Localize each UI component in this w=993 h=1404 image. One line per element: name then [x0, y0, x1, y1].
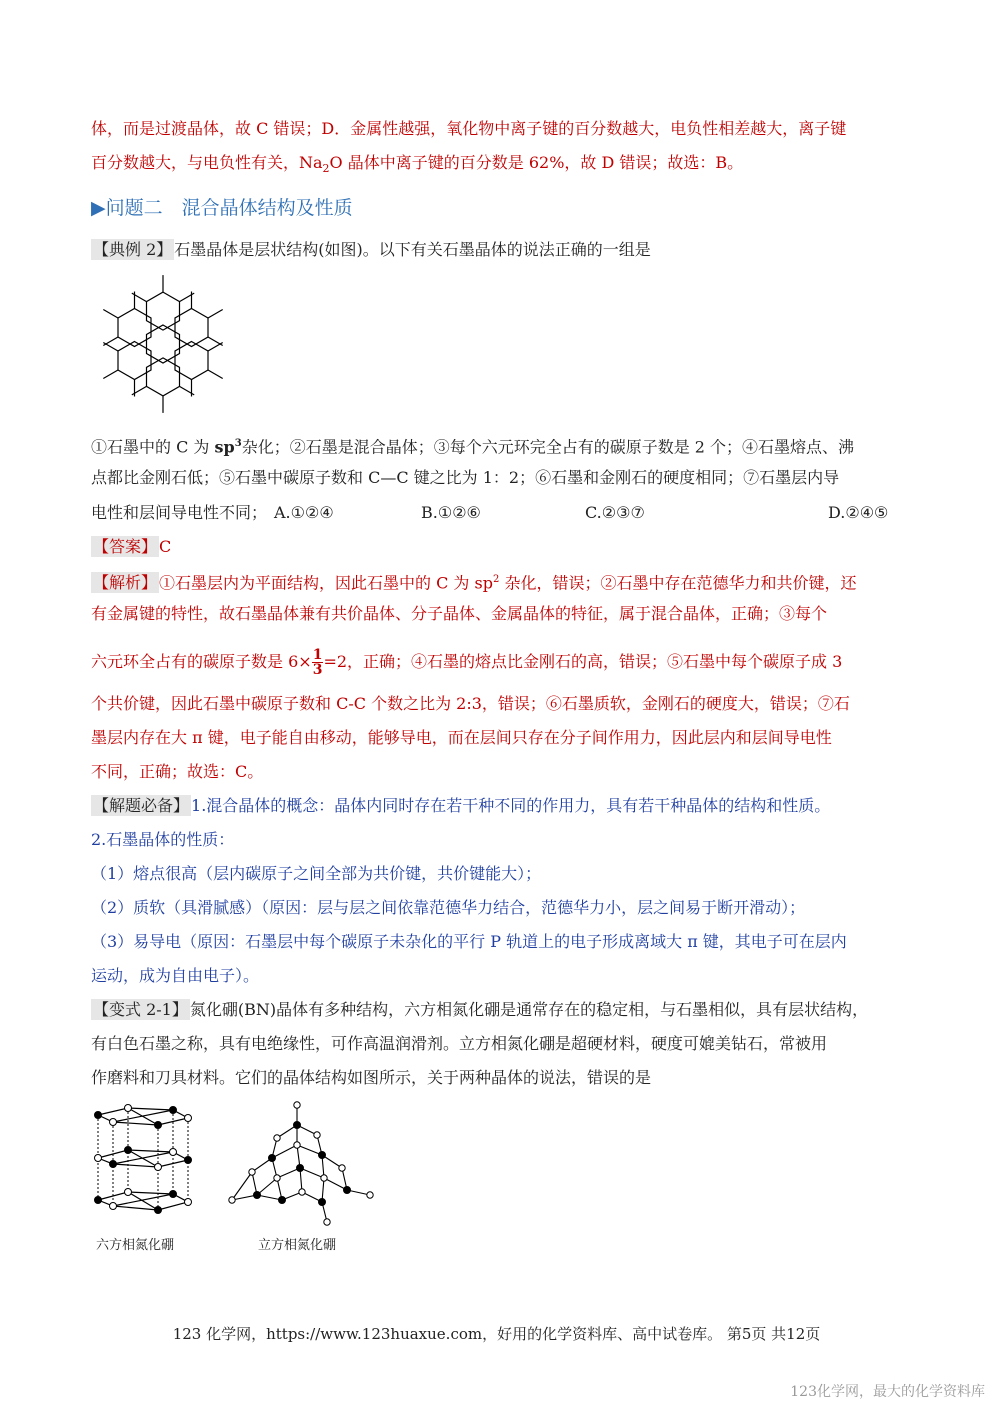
option-c: C.②③⑦	[585, 503, 645, 522]
essentials-tag: 【解题必备】	[93, 796, 190, 815]
variant-line-1: 【变式 2-1】 氮化硼(BN)晶体有多种结构，六方相氮化硼是通常存在的稳定相，与石墨相似，具有层状结构，	[93, 1000, 869, 1019]
essentials-line-1: 【解题必备】 1.混合晶体的概念：晶体内同时存在若干种不同的作用力，具有若干种晶体的结构和性质。	[93, 796, 831, 815]
variant-line-2: 有白色石墨之称，具有电绝缘性，可作高温润滑剂。立方相氮化硼是超硬材料，硬度可媲美钻石，常被用	[91, 1034, 828, 1053]
intro-line-1: 体，而是过渡晶体，故 C 错误；D．金属性越强，氧化物中离子键的百分数越大，电负性相差越大，离子键	[91, 119, 847, 138]
essentials-line-3: （1）熔点很高（层内碳原子之间全部为共价键，共价键能大）；	[91, 864, 542, 883]
variant-line-3: 作磨料和刀具材料。它们的晶体结构如图所示，关于两种晶体的说法，错误的是	[91, 1068, 652, 1087]
statement-line-3: 电性和层间导电性不同；	[91, 503, 268, 522]
graphite-structure-figure	[88, 270, 238, 418]
analysis-line-1: 【解析】 ①石墨层内为平面结构，因此石墨中的 C 为 $sp^2$ 杂化，错误；②石墨中存在范德华力和共价键，还	[93, 573, 857, 593]
example-stem: 【典例 2】 石墨晶体是层状结构(如图)。以下有关石墨晶体的说法正确的一组是	[93, 240, 651, 259]
fraction-one-third: $\frac{1}{3}$	[312, 647, 323, 678]
statement-line-1: ①石墨中的 C 为 $sp^3$杂化；②石墨是混合晶体；③每个六元环完全占有的碳原子数是 2 个；④石墨熔点、沸	[91, 437, 855, 457]
analysis-line-2: 有金属键的特性，故石墨晶体兼有共价晶体、分子晶体、金属晶体的特征，属于混合晶体，正确；③每个	[91, 604, 828, 623]
example-tag: 【典例 2】	[93, 240, 173, 259]
option-a: A.①②④	[274, 503, 334, 522]
analysis-line-6: 不同，正确；故选：C。	[91, 762, 264, 781]
answer-value: C	[159, 537, 172, 556]
analysis-tag: 【解析】	[93, 573, 158, 593]
essentials-line-6: 运动，成为自由电子）。	[91, 966, 260, 985]
essentials-line-5: （3）易导电（原因：石墨层中每个碳原子未杂化的平行 P 轨道上的电子形成离域大 π 键，其电子可在层内	[91, 932, 847, 951]
option-b: B.①②⑥	[421, 503, 481, 522]
essentials-line-2: 2.石墨晶体的性质：	[91, 830, 235, 849]
essentials-line-4: （2）质软（具滑腻感）（原因：层与层之间依靠范德华力结合，范德华力小，层之间易于断开滑动）；	[91, 898, 806, 917]
statement-line-2: 点都比金刚石低；⑤石墨中碳原子数和 C—C 键之比为 1：2；⑥石墨和金刚石的硬度相同；⑦石墨层内导	[91, 468, 840, 487]
cubic-bn-caption: 立方相氮化硼	[258, 1238, 337, 1253]
answer-line	[91, 537, 171, 557]
variant-tag: 【变式 2-1】	[93, 1000, 188, 1019]
watermark: 123化学网，最大的化学资料库	[790, 1384, 985, 1400]
option-d: D.②④⑤	[828, 503, 889, 522]
page-footer: 123 化学网，https://www.123huaxue.com，好用的化学资料库、高中试卷库。 第5页 共12页	[172, 1325, 821, 1343]
analysis-line-4: 个共价键，因此石墨中碳原子数和 C-C 个数之比为 2:3，错误；⑥石墨质软，金刚石的硬度大，错误；⑦石	[91, 694, 850, 713]
cubic-bn-figure	[222, 1100, 382, 1230]
answer-tag: 【答案】	[93, 537, 158, 556]
intro-line-2: 百分数越大，与电负性有关，$Na_2O$ 晶体中离子键的百分数是 62%，故 D 错误；故选：B。	[91, 153, 744, 176]
hexagonal-bn-caption: 六方相氮化硼	[96, 1238, 175, 1253]
hexagonal-bn-figure	[88, 1100, 198, 1225]
section-heading: ▶问题二 混合晶体结构及性质	[91, 197, 353, 219]
analysis-line-3: 六元环全占有的碳原子数是 6× $\frac{1}{3}$ =2，正确；④石墨的熔点比金刚石的高，错误；⑤石墨中每个碳原子成 3	[91, 647, 843, 678]
analysis-line-5: 墨层内存在大 π 键，电子能自由移动，能够导电，而在层间只存在分子间作用力，因此层内和层间导电性	[91, 728, 832, 747]
